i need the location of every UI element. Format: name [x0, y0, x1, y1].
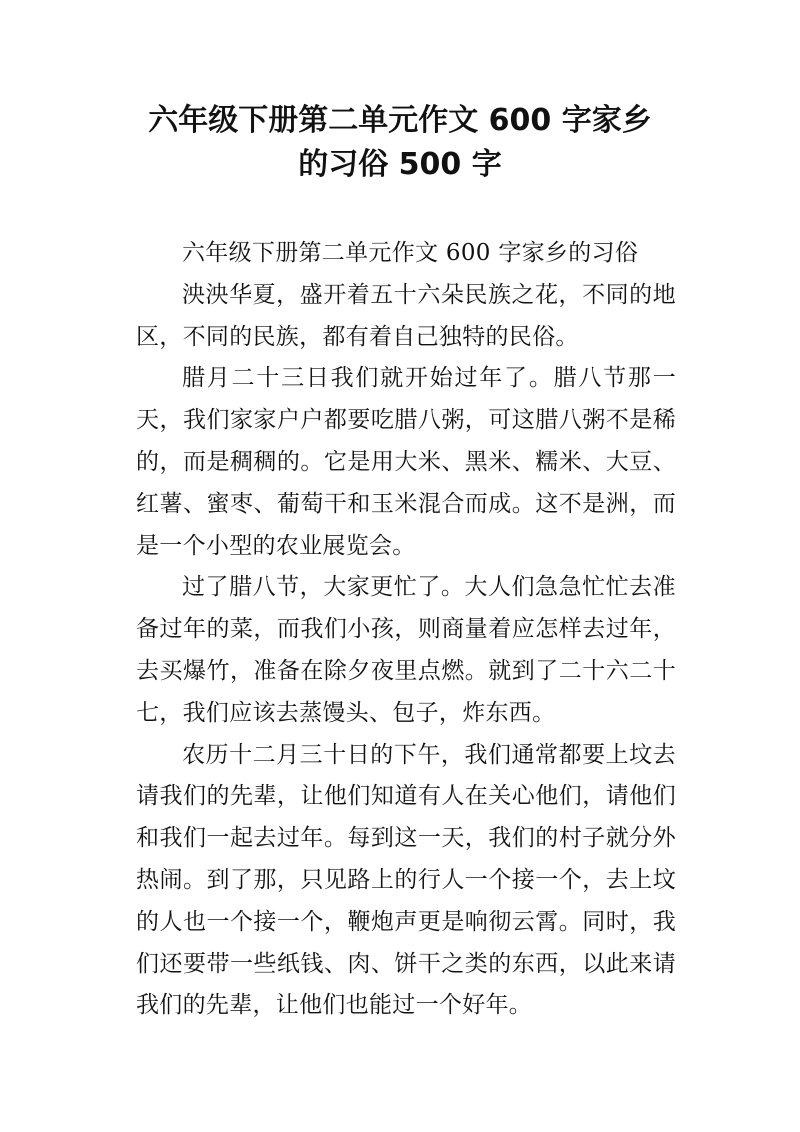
- paragraph-laba: 腊月二十三日我们就开始过年了。腊八节那一天，我们家家户户都要吃腊八粥，可这腊八粥不是稀的，而是稠稠的。它是用大米、黑米、糯米、大豆、红薯、蜜枣、葡萄干和玉米混合而成。这不是洲，而是一个小型的农业展览会。: [136, 365, 676, 559]
- document-title-line-2: 的习俗 500 字: [298, 147, 502, 182]
- paragraph-new-year-eve: 农历十二月三十日的下午，我们通常都要上坟去请我们的先辈，让他们知道有人在关心他们，请他们和我们一起去过年。每到这一天，我们的村子就分外热闹。到了那，只见路上的行人一个接一个，去上坟的人也一个接一个，鞭炮声更是响彻云霄。同时，我们还要带一些纸钱、肉、饼干之类的东西，以此来请我们的先辈，让他们也能过一个好年。: [136, 741, 676, 1019]
- document-body: [136, 233, 676, 1027]
- paragraph-intro: 泱泱华夏，盛开着五十六朵民族之花，不同的地区，不同的民族，都有着自己独特的民俗。: [136, 281, 676, 350]
- document-title-line-1: 六年级下册第二单元作文 600 字家乡: [148, 103, 652, 138]
- paragraph-preparation: 过了腊八节，大家更忙了。大人们急急忙忙去准备过年的菜，而我们小孩，则商量着应怎样去过年，去买爆竹，准备在除夕夜里点燃。就到了二十六二十七，我们应该去蒸馒头、包子，炸东西。: [136, 574, 676, 726]
- paragraph-heading: 六年级下册第二单元作文 600 字家乡的习俗: [182, 240, 639, 266]
